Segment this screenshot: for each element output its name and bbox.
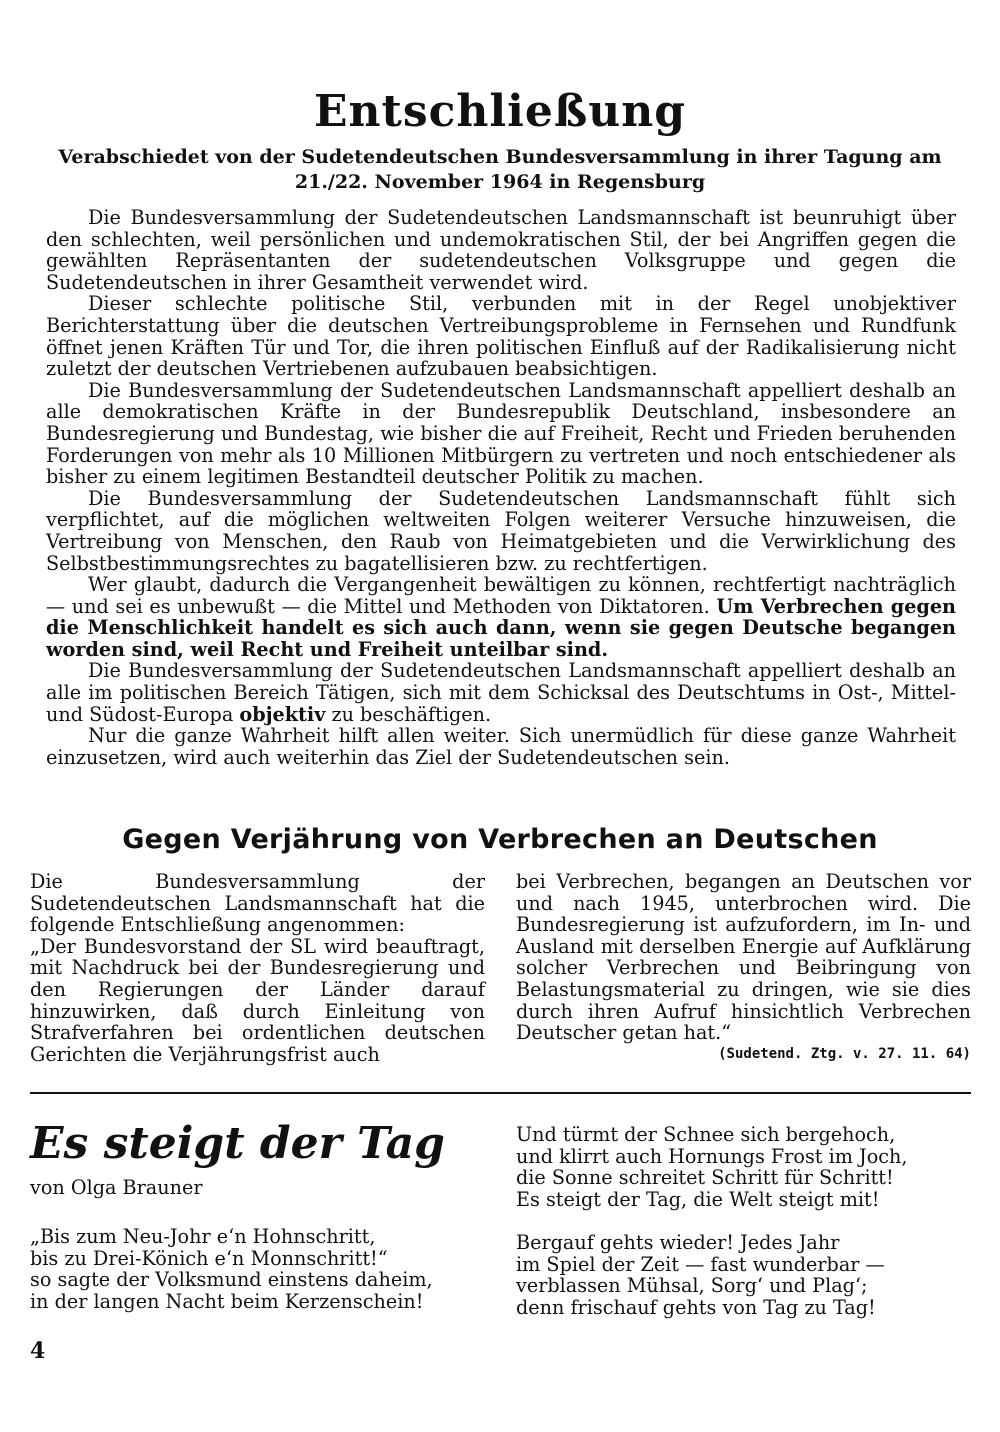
resolution-paragraph: Dieser schlechte politische Stil, verbunden mit in der Regel unobjektiver Berichterstattung über die deutschen Vertreibungsprobleme in Fernsehen und Rundfunk öffnet jenen Kräften Tür und Tor, die ihren politischen Einfluß auf der Radikalisierung nicht zuletzt der deutschen Vertriebenen aufzubauen beabsichtigen. xyxy=(46,292,956,381)
resolution-paragraph xyxy=(46,574,956,660)
poem-stanza-3 xyxy=(516,1232,885,1318)
poem-line: bis zu Drei-Könich e‘n Monnschritt!“ xyxy=(30,1246,388,1270)
resolution-paragraph: Nur die ganze Wahrheit hilft allen weiter. Sich unermüdlich für diese ganze Wahrheit einzusetzen, wird auch weiterhin das Ziel der Sudetendeutschen sein. xyxy=(46,724,956,769)
resolution-p5-bold: Um Verbrechen gegen die Menschlichkeit handelt es sich auch dann, wenn sie gegen Deutsche begangen worden sind, weil Recht und Freiheit unteilbar sind. xyxy=(46,594,956,661)
poem-line: in der langen Nacht beim Kerzenschein! xyxy=(30,1289,424,1313)
poem-stanza-1 xyxy=(30,1226,433,1312)
resolution-body xyxy=(46,207,956,768)
article-paragraph: „Der Bundesvorstand der SL wird beauftragt, mit Nachdruck bei der Bundesregierung und den Regierungen der Länder darauf hinzuwirken, daß durch Einleitung von Strafverfahren bei ordentlichen deutschen Gerichten die Verjährungsfrist auch xyxy=(30,934,485,1066)
resolution-p6-before: Die Bundesversammlung der Sudetendeutschen Landsmannschaft appelliert deshalb an alle im politischen Bereich Tätigen, sich mit dem Schicksal des Deutschtums in Ost-, Mittel- und Südost-Europa xyxy=(46,659,956,726)
resolution-title: Entschließung xyxy=(313,86,686,137)
resolution-p6-bold: objektiv xyxy=(239,702,326,726)
poem-line: Und türmt der Schnee sich bergehoch, xyxy=(516,1123,896,1146)
resolution-p6-after: zu beschäftigen. xyxy=(325,702,492,726)
article-paragraph: bei Verbrechen, begangen an Deutschen vor und nach 1945, unterbrochen wird. Die Bundesregierung ist aufzufordern, im In- und Ausland mit derselben Energie auf Aufklärung solcher Verbrechen und Beibringung von Belastungsmaterial zu dringen, wie sie dies durch ihren Aufruf hinsichtlich Verbrechen Deutscher getan hat.“ xyxy=(516,870,971,1045)
poem-line: „Bis zum Neu-Johr e‘n Hohnschritt, xyxy=(30,1225,376,1248)
resolution-p5-text: Wer glaubt, dadurch die Vergangenheit bewältigen zu können, rechtfertigt nachträglich — und sei es unbewußt — die Mittel und Methoden von Diktatoren. xyxy=(46,573,956,618)
poem-title: Es steigt der Tag xyxy=(30,1118,445,1169)
resolution-paragraph: Die Bundesversammlung der Sudetendeutschen Landsmannschaft ist beunruhigt über den schlechten, weil persönlichen und undemokratischen Stil, der bei Angriffen gegen die gewählten Repräsentanten der sudetendeutschen Volksgruppe und gegen die Sudetendeutschen in ihrer Gesamtheit verwendet wird. xyxy=(46,206,956,294)
poem-author: von Olga Brauner xyxy=(30,1176,203,1199)
poem-line: verblassen Mühsal, Sorg‘ und Plag‘; xyxy=(516,1274,868,1298)
poem-line: so sagte der Volksmund einstens daheim, xyxy=(30,1268,433,1292)
poem-line: im Spiel der Zeit — fast wunderbar — xyxy=(516,1252,885,1276)
article-heading: Gegen Verjährung von Verbrechen an Deutschen xyxy=(122,824,878,855)
article-source: (Sudetend. Ztg. v. 27. 11. 64) xyxy=(718,1046,971,1062)
poem-line: Bergauf gehts wieder! Jedes Jahr xyxy=(516,1231,840,1254)
resolution-paragraph xyxy=(46,660,956,725)
resolution-paragraph: Die Bundesversammlung der Sudetendeutschen Landsmannschaft fühlt sich verpflichtet, auf die möglichen weltweiten Folgen weiterer Versuche hinzuweisen, die Vertreibung von Menschen, den Raub von Heimatgebieten und die Verwirklichung des Selbstbestimmungsrechtes zu bagatellisieren bzw. zu rechtfertigen. xyxy=(46,486,956,575)
section-divider xyxy=(30,1092,971,1094)
poem-stanza-2 xyxy=(516,1124,907,1210)
page-number: 4 xyxy=(30,1338,46,1364)
poem-line: Es steigt der Tag, die Welt steigt mit! xyxy=(516,1187,880,1211)
poem-line: und klirrt auch Hornungs Frost im Joch, xyxy=(516,1144,908,1168)
article-column-right xyxy=(516,871,971,1044)
article-column-left xyxy=(30,871,485,1065)
poem-line: denn frischauf gehts von Tag zu Tag! xyxy=(516,1295,876,1319)
article-paragraph: Die Bundesversammlung der Sudetendeutschen Landsmannschaft hat die folgende Entschließung angenommen: xyxy=(30,870,485,937)
poem-line: die Sonne schreitet Schritt für Schritt! xyxy=(516,1166,894,1190)
resolution-paragraph: Die Bundesversammlung der Sudetendeutschen Landsmannschaft appelliert deshalb an alle demokratischen Kräfte in der Bundesrepublik Deutschland, insbesondere an Bundesregierung und Bundestag, wie bisher die auf Freiheit, Recht und Frieden beruhenden Forderungen von mehr als 10 Millionen Mitbürgern zu vertreten und noch entschiedener als bisher zu einem legitimen Bestandteil deutscher Politik zu machen. xyxy=(46,378,956,489)
resolution-subtitle: Verabschiedet von der Sudetendeutschen Bundesversammlung in ihrer Tagung am 21./22. November 1964 in Regensburg xyxy=(58,146,942,193)
